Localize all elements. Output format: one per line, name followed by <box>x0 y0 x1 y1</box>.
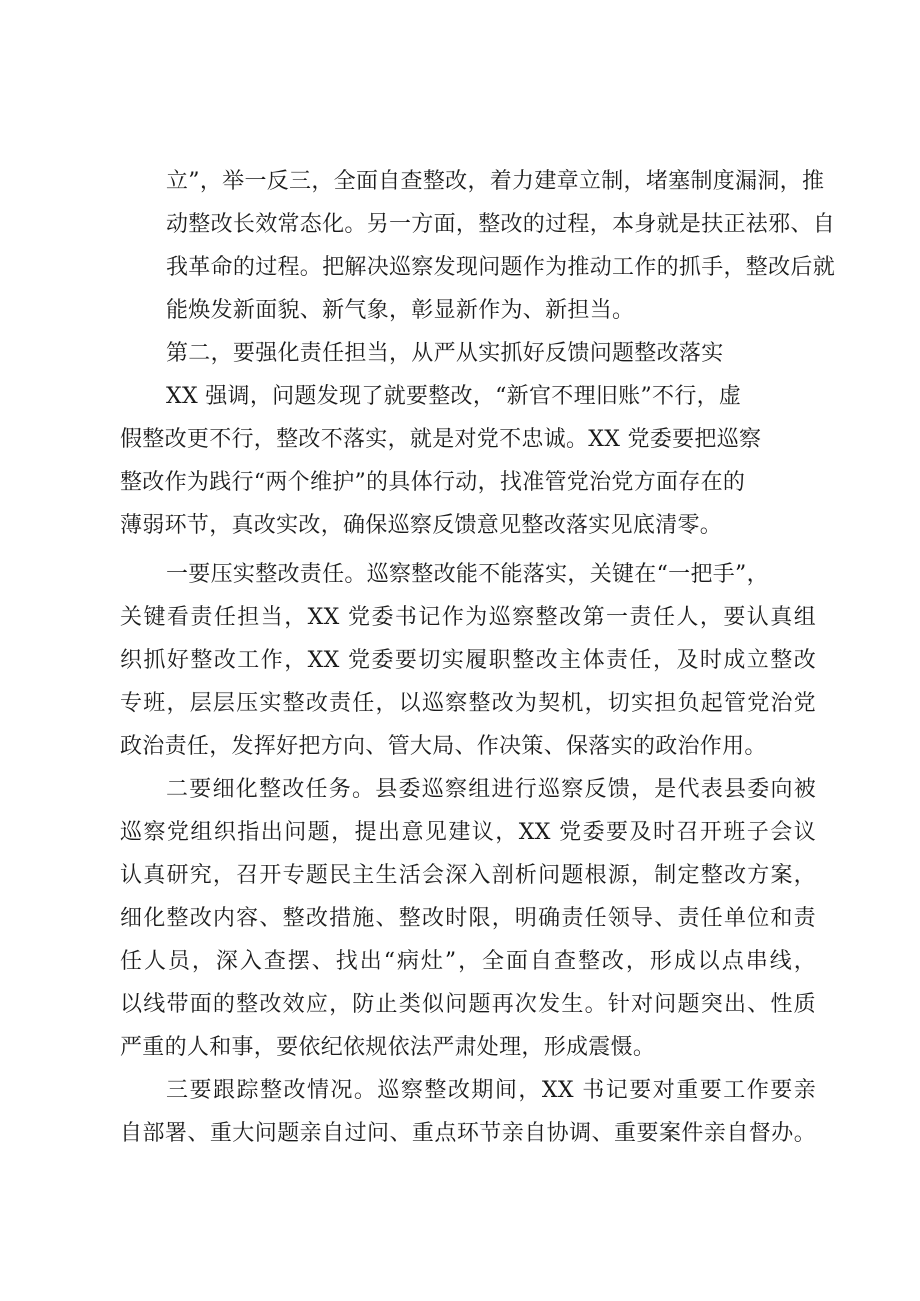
text-line: 二要细化整改任务。县委巡察组进行巡察反馈，是代表县委向被 <box>166 777 816 802</box>
text-line: XX 强调，问题发现了就要整改，“新官不理旧账”不行，虚 <box>166 384 742 409</box>
text-line: 一要压实整改责任。巡察整改能不能落实，关键在“一把手”， <box>166 562 769 587</box>
text-line: 整改作为践行“两个维护”的具体行动，找准管党治党方面存在的 <box>120 470 746 495</box>
text-line: 薄弱环节，真改实改，确保巡察反馈意见整改落实见底清零。 <box>120 513 723 538</box>
text-line: 三要跟踪整改情况。巡察整改期间，XX 书记要对重要工作要亲 <box>166 1078 816 1103</box>
text-line: 认真研究，召开专题民主生活会深入剖析问题根源，制定整改方案， <box>120 863 816 888</box>
text-line: 细化整改内容、整改措施、整改时限，明确责任领导、责任单位和责 <box>120 906 816 931</box>
text-line: 巡察党组织指出问题，提出意见建议，XX 党委要及时召开班子会议 <box>120 820 816 845</box>
text-line: 织抓好整改工作，XX 党委要切实履职整改主体责任，及时成立整改 <box>120 648 816 673</box>
text-line: 立”，举一反三，全面自查整改，着力建章立制，堵塞制度漏洞，推 <box>166 169 825 194</box>
text-line: 自部署、重大问题亲自过问、重点环节亲自协调、重要案件亲自督办。 <box>120 1121 816 1146</box>
text-line: 严重的人和事，要依纪依规依法严肃处理，形成震慑。 <box>120 1035 656 1060</box>
text-line: 政治责任，发挥好把方向、管大局、作决策、保落实的政治作用。 <box>120 734 767 759</box>
text-line: 以线带面的整改效应，防止类似问题再次发生。针对问题突出、性质 <box>120 992 816 1017</box>
text-line: 专班，层层压实整改责任，以巡察整改为契机，切实担负起管党治党 <box>120 691 816 716</box>
text-line: 假整改更不行，整改不落实，就是对党不忠诚。XX 党委要把巡察 <box>120 427 762 452</box>
text-line: 关键看责任担当，XX 党委书记作为巡察整改第一责任人，要认真组 <box>120 605 816 630</box>
text-line: 能焕发新面貌、新气象，彰显新作为、新担当。 <box>166 298 635 323</box>
text-line: 我革命的过程。把解决巡察发现问题作为推动工作的抓手，整改后就 <box>166 255 836 280</box>
text-line: 动整改长效常态化。另一方面，整改的过程，本身就是扶正祛邪、自 <box>166 212 836 237</box>
section-heading: 第二，要强化责任担当，从严从实抓好反馈问题整改落实 <box>166 341 724 366</box>
text-line: 任人员，深入查摆、找出“病灶”，全面自查整改，形成以点串线， <box>120 949 816 974</box>
